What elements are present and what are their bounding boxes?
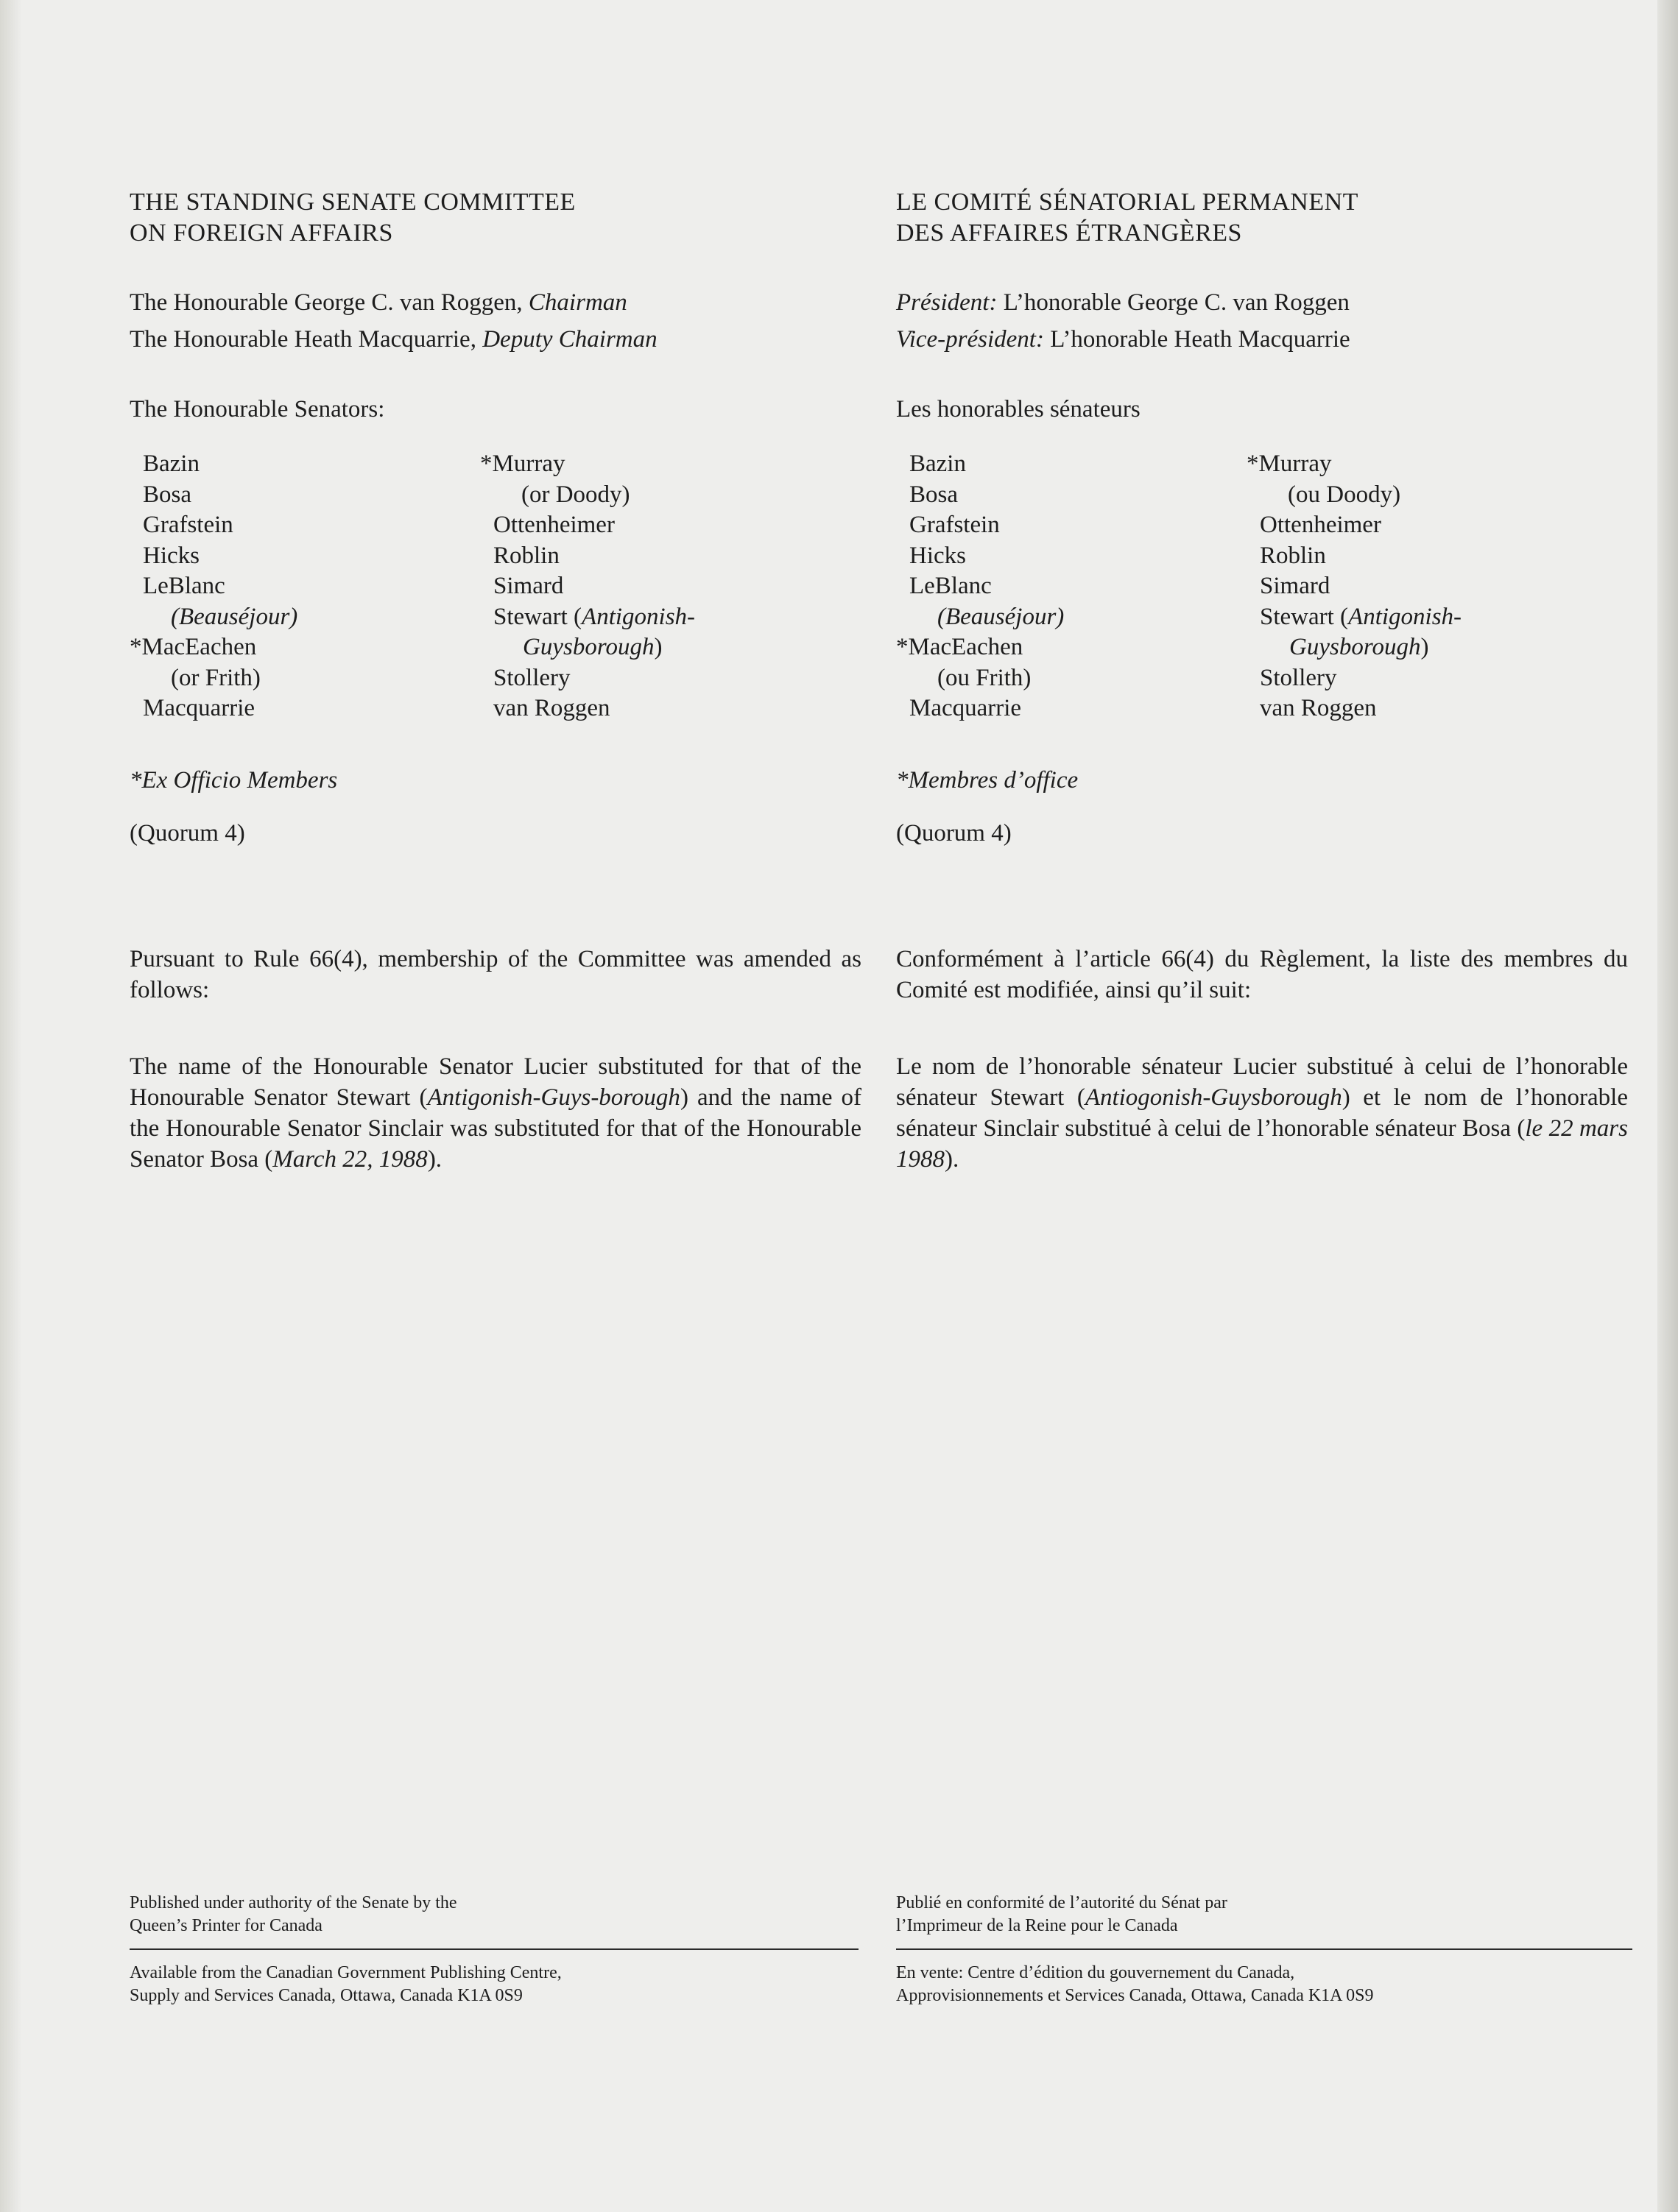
committee-heading-en xyxy=(130,187,576,249)
footer-line: Queen’s Printer for Canada xyxy=(130,1916,322,1935)
member-name: Roblin xyxy=(1260,542,1326,569)
member-name: *Murray xyxy=(480,450,565,477)
members-list-right-fr xyxy=(1247,449,1462,724)
member-name: Macquarrie xyxy=(143,695,255,721)
member-name xyxy=(1260,602,1462,633)
para-italic: Antigonish-Guys-borough xyxy=(427,1084,680,1111)
para-text: Le nom de l’honorable sénateur Lucier substitué à celui de l’honorable sénateur Stewart ( xyxy=(896,1053,1628,1111)
member-name-part: ) xyxy=(654,634,663,660)
member-riding-cont xyxy=(1260,632,1462,663)
para-text: ) and the name of the Honourable Senator Sinclair was substituted for that of the Honourable Senator Bosa ( xyxy=(130,1084,861,1173)
footer-line: Supply and Services Canada, Ottawa, Canada K1A 0S9 xyxy=(130,1986,523,2005)
quorum-en: (Quorum 4) xyxy=(130,820,245,847)
ex-officio-note-fr: *Membres d’office xyxy=(896,767,1079,794)
page-left-edge xyxy=(0,0,22,2212)
officers-en xyxy=(130,284,658,358)
chairman-role: Chairman xyxy=(528,289,627,316)
member-name: van Roggen xyxy=(1260,695,1377,721)
member-riding: Antigonish- xyxy=(582,603,696,630)
member-name: Bosa xyxy=(909,481,958,508)
chairman-line xyxy=(130,284,658,321)
president-name: L’honorable George C. van Roggen xyxy=(1003,289,1350,316)
member-name: *Murray xyxy=(1247,450,1332,477)
substitution-paragraph-en xyxy=(130,1051,861,1175)
footer-line: Publié en conformité de l’autorité du Sénat par xyxy=(896,1893,1227,1912)
heading-line: LE COMITÉ SÉNATORIAL PERMANENT xyxy=(896,188,1358,216)
publisher-note-fr xyxy=(896,1892,1625,1937)
vice-role: Vice-président: xyxy=(896,326,1044,353)
member-name: LeBlanc xyxy=(909,573,992,599)
member-alternate: (ou Doody) xyxy=(1288,481,1401,508)
para-text: ). xyxy=(427,1146,443,1173)
deputy-name: The Honourable Heath Macquarrie, xyxy=(130,326,476,353)
rule-paragraph-fr: Conformément à l’article 66(4) du Règlement, la liste des membres du Comité est modifiée, ainsi qu’il suit: xyxy=(896,946,1628,1003)
footer-line: Published under authority of the Senate by the xyxy=(130,1893,457,1912)
member-alternate: (or Frith) xyxy=(171,664,261,691)
senators-intro-fr: Les honorables sénateurs xyxy=(896,396,1141,423)
vice-name: L’honorable Heath Macquarrie xyxy=(1050,326,1350,353)
member-name: Hicks xyxy=(909,542,966,569)
member-name-part: ) xyxy=(1420,634,1429,660)
member-name: Bazin xyxy=(143,450,200,477)
member-name: Roblin xyxy=(493,542,560,569)
heading-line: DES AFFAIRES ÉTRANGÈRES xyxy=(896,219,1242,247)
substitution-paragraph-fr xyxy=(896,1051,1628,1175)
footer-line: Available from the Canadian Government Publishing Centre, xyxy=(130,1963,562,1982)
member-name: *MacEachen xyxy=(896,634,1023,660)
deputy-role: Deputy Chairman xyxy=(482,326,658,353)
quorum-fr: (Quorum 4) xyxy=(896,820,1012,847)
heading-line: ON FOREIGN AFFAIRS xyxy=(130,219,393,247)
member-name xyxy=(493,602,695,633)
member-name: van Roggen xyxy=(493,695,610,721)
heading-line: THE STANDING SENATE COMMITTEE xyxy=(130,188,576,216)
deputy-chairman-line xyxy=(130,321,658,358)
member-riding-cont xyxy=(493,632,695,663)
footer-line: En vente: Centre d’édition du gouvernement du Canada, xyxy=(896,1963,1295,1982)
member-name: Ottenheimer xyxy=(1260,512,1381,538)
rule-paragraph-en: Pursuant to Rule 66(4), membership of the Committee was amended as follows: xyxy=(130,946,861,1003)
footer-divider-fr xyxy=(896,1948,1632,1950)
president-role: Président: xyxy=(896,289,998,316)
senators-intro-en: The Honourable Senators: xyxy=(130,396,385,423)
member-name: Macquarrie xyxy=(909,695,1022,721)
para-italic: Antiogonish-Guysborough xyxy=(1085,1084,1342,1111)
member-alternate: (ou Frith) xyxy=(937,664,1032,691)
member-name: Bazin xyxy=(909,450,966,477)
member-name: Stollery xyxy=(1260,664,1337,691)
members-list-left-fr xyxy=(896,449,1065,724)
member-name: Ottenheimer xyxy=(493,512,615,538)
member-name: Hicks xyxy=(143,542,200,569)
page-right-edge xyxy=(1657,0,1678,2212)
member-name: *MacEachen xyxy=(130,634,257,660)
member-name: LeBlanc xyxy=(143,573,225,599)
member-riding: (Beauséjour) xyxy=(937,603,1065,630)
vice-president-line xyxy=(896,321,1350,358)
member-riding: (Beauséjour) xyxy=(171,603,298,630)
availability-note-en xyxy=(130,1962,859,2007)
member-name: Simard xyxy=(493,573,564,599)
member-name-part: Stewart ( xyxy=(493,603,582,630)
committee-heading-fr xyxy=(896,187,1358,249)
president-line xyxy=(896,284,1350,321)
member-name: Grafstein xyxy=(909,512,1000,538)
members-list-right-en xyxy=(480,449,696,724)
chairman-name: The Honourable George C. van Roggen, xyxy=(130,289,523,316)
member-riding: Antigonish- xyxy=(1348,603,1462,630)
member-name: Bosa xyxy=(143,481,191,508)
member-name: Stollery xyxy=(493,664,571,691)
availability-note-fr xyxy=(896,1962,1625,2007)
para-italic: le 22 mars 1988 xyxy=(896,1115,1628,1173)
footer-line: l’Imprimeur de la Reine pour le Canada xyxy=(896,1916,1178,1935)
members-list-left-en xyxy=(130,449,298,724)
member-name: Grafstein xyxy=(143,512,233,538)
para-text: The name of the Honourable Senator Lucier substituted for that of the Honourable Senator Stewart ( xyxy=(130,1053,861,1111)
member-name-part: Stewart ( xyxy=(1260,603,1349,630)
publisher-note-en xyxy=(130,1892,859,1937)
ex-officio-note-en: *Ex Officio Members xyxy=(130,767,338,794)
footer-divider-en xyxy=(130,1948,859,1950)
para-text: ) et le nom de l’honorable sénateur Sinclair substitué à celui de l’honorable sénateur Bosa ( xyxy=(896,1084,1628,1142)
officers-fr xyxy=(896,284,1350,358)
member-riding: Guysborough xyxy=(1289,634,1421,660)
member-riding: Guysborough xyxy=(523,634,655,660)
member-alternate: (or Doody) xyxy=(521,481,630,508)
member-name: Simard xyxy=(1260,573,1330,599)
para-text: ). xyxy=(945,1146,959,1173)
footer-line: Approvisionnements et Services Canada, Ottawa, Canada K1A 0S9 xyxy=(896,1986,1374,2005)
para-italic: March 22, 1988 xyxy=(272,1146,428,1173)
